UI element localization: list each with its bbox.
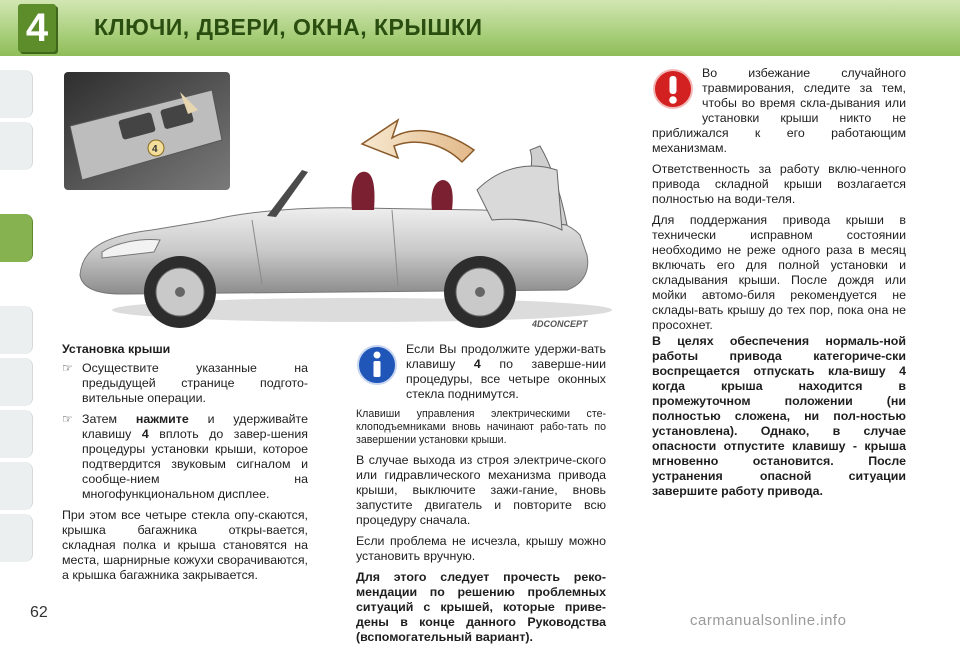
watermark: carmanualsonline.info xyxy=(690,612,847,629)
side-tab[interactable] xyxy=(0,122,33,170)
hand-pointer-icon: ☞ xyxy=(62,412,73,426)
bullet-item xyxy=(62,412,308,502)
exclamation-warning-icon xyxy=(652,68,694,110)
front-wheel xyxy=(144,256,216,328)
side-tab[interactable] xyxy=(0,306,33,354)
text-fragment: Затем xyxy=(82,412,136,426)
bullet-text xyxy=(82,361,308,406)
body-paragraph: Для поддержания привода крыши в технически исправном состоянии необходимо не реже одного раза в месяц включать его для полной установки и складывания крыши. После дождя или мойки автомо-биля рекомендуется не склады-вать крышу до тех пор, пока она не просохнет. xyxy=(652,213,906,332)
side-tab[interactable] xyxy=(0,70,33,118)
section-title: Установка крыши xyxy=(62,342,171,356)
bold-fragment: 4 xyxy=(141,427,149,441)
bullet-text xyxy=(82,412,308,502)
rear-wheel xyxy=(444,256,516,328)
body-paragraph: При этом все четыре стекла опу-скаются, крышка багажника откры-вается, складная полка и крыша становятся на места, шарнирные кожухи сворачиваются, а крышка багажника закрывается. xyxy=(62,508,308,582)
bold-fragment: 4 xyxy=(473,357,481,371)
side-tabs xyxy=(0,70,40,580)
side-tab[interactable] xyxy=(0,462,33,510)
bullet-item xyxy=(62,361,308,406)
text-fragment: вплоть до завер-шения процедуры установки крыши, которое подтвердится звуковым сигналом и сообще-нием на многофункциональном дисплее. xyxy=(82,427,308,501)
roof-direction-arrow xyxy=(362,120,474,162)
chapter-number: 4 xyxy=(18,4,56,52)
body-paragraph: Если проблема не исчезла, крышу можно установить вручную. xyxy=(356,534,606,563)
page-number: 62 xyxy=(30,604,48,621)
control-switch-inset xyxy=(64,72,230,190)
right-bold-block xyxy=(652,334,906,505)
bold-paragraph: Для этого следует прочесть реко-мендации по решению проблемных ситуаций с крышей, которые приве-дены в конце данного Руководства (вспомогательный вариант). xyxy=(356,570,606,644)
small-note: Клавиши управления электрическими сте-клоподъемниками вновь начинают рабо-тать по завершении установки крыши. xyxy=(356,408,606,446)
side-tab[interactable] xyxy=(0,358,33,406)
car-illustration xyxy=(62,70,622,332)
bold-paragraph: В целях обеспечения нормаль-ной работы привода категориче-ски воспрещается отпускать кла-вишу 4 когда крыша находится в промежуточном положении (ни полностью сложена, ни пол-ностью установлена). Однако, в случае опасности отпустите клавишу - крыша мгновенно остановится. После устранения опасной ситуации завершите работу привода. xyxy=(652,334,906,498)
page-header xyxy=(0,0,960,64)
chapter-title: КЛЮЧИ, ДВЕРИ, ОКНА, КРЫШКИ xyxy=(94,14,483,40)
text-fragment: Если Вы продолжите удержи-вать клавишу xyxy=(406,342,606,371)
text-fragment: и удерживайте клавишу xyxy=(82,412,308,441)
side-tab[interactable] xyxy=(0,514,33,562)
info-icon xyxy=(356,344,398,386)
side-tab[interactable] xyxy=(0,410,33,458)
brand-mark: 4DCONCEPT xyxy=(532,319,588,329)
body-paragraph: В случае выхода из строя электриче-ского или гидравлического механизма привода крыши, выключите зажи-гание, вновь запустите двигатель и повторите всю процедуру сначала. xyxy=(356,453,606,527)
left-column xyxy=(62,342,308,589)
front-seat xyxy=(351,172,374,210)
text-fragment: по заверше-нии процедуры, все четыре оконных стекла поднимутся. xyxy=(406,357,606,401)
rear-seat xyxy=(431,180,452,210)
body-paragraph: Ответственность за работу вклю-ченного привода складной крыши возлагается полностью на води-теля. xyxy=(652,162,906,206)
side-tab-active[interactable] xyxy=(0,214,33,262)
warning-text: Во избежание случайного травмирования, следите за тем, чтобы во время скла-дывания или установки крыши никто не приближался к его работающим механизмам. xyxy=(652,66,906,155)
text-fragment: Осуществите указанные на предыдущей странице подгото-вительные операции. xyxy=(82,361,308,405)
right-column xyxy=(652,66,906,339)
callout-number: 4 xyxy=(152,144,158,155)
hand-pointer-icon: ☞ xyxy=(62,361,73,375)
bullet-list xyxy=(62,361,308,502)
bold-fragment: нажмите xyxy=(135,412,189,426)
middle-column xyxy=(356,342,606,651)
